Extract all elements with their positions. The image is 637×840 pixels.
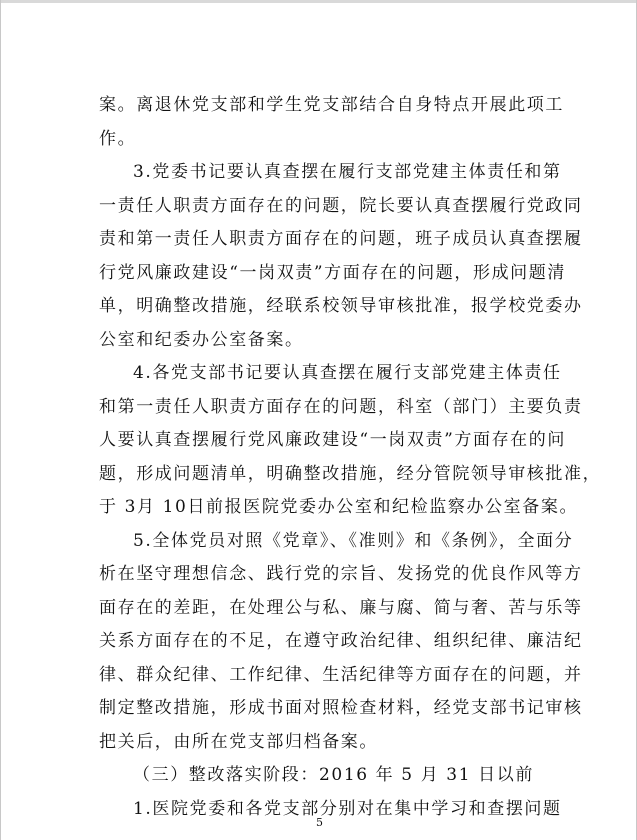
- text-line: 3.党委书记要认真查摆在履行支部党建主体责任和第: [133, 162, 562, 182]
- text-line: 面存在的差距，在处理公与私、廉与腐、简与奢、苦与乐等: [99, 597, 583, 618]
- text-line: 题，形成问题清单，明确整改措施，经分管院领导审核批准，: [99, 463, 602, 484]
- text-line: 析在坚守理想信念、践行党的宗旨、发扬党的优良作风等方: [99, 564, 583, 584]
- text-line: 关系方面存在的不足，在遵守政治纪律、组织纪律、廉洁纪: [99, 631, 583, 651]
- text-line: 行党风廉政建设“一岗双责”方面存在的问题，形成问题清: [99, 262, 566, 283]
- text-line: 律、群众纪律、工作纪律、生活纪律等方面存在的问题，并: [99, 664, 583, 685]
- text-line: 一责任人职责方面存在的问题，院长要认真查摆履行党政同: [99, 195, 583, 216]
- text-line: 4.各党支部书记要认真查摆在履行支部党建主体责任: [133, 363, 562, 383]
- text-line: 人要认真查摆履行党风廉政建设“一岗双责”方面存在的问: [99, 430, 566, 450]
- text-line: 案。离退休党支部和学生党支部结合自身特点开展此项工: [99, 95, 564, 115]
- text-line: 单，明确整改措施，经联系校领导审核批准，报学校党委办: [99, 296, 583, 316]
- document-body: [99, 89, 602, 826]
- text-line: 把关后，由所在党支部归档备案。: [99, 731, 378, 752]
- text-line: 1.医院党委和各党支部分别对在集中学习和查摆问题: [133, 798, 562, 819]
- text-line: 责和第一责任人职责方面存在的问题，班子成员认真查摆履: [99, 229, 583, 249]
- text-line: 公室和纪委办公室备案。: [99, 329, 304, 350]
- text-line: 作。: [99, 128, 137, 149]
- text-line: 于 3月 10日前报医院党委办公室和纪检监察办公室备案。: [99, 497, 579, 517]
- text-line: 5.全体党员对照《党章》、《准则》和《条例》，全面分: [133, 530, 574, 551]
- text-line: 和第一责任人职责方面存在的问题，科室（部门）主要负责: [99, 396, 583, 417]
- page-number: 5: [316, 816, 323, 829]
- text-line: 制定整改措施，形成书面对照检查材料，经党支部书记审核: [99, 698, 583, 718]
- section-heading: （三）整改落实阶段：2016 年 5 月 31 日以前: [133, 765, 534, 785]
